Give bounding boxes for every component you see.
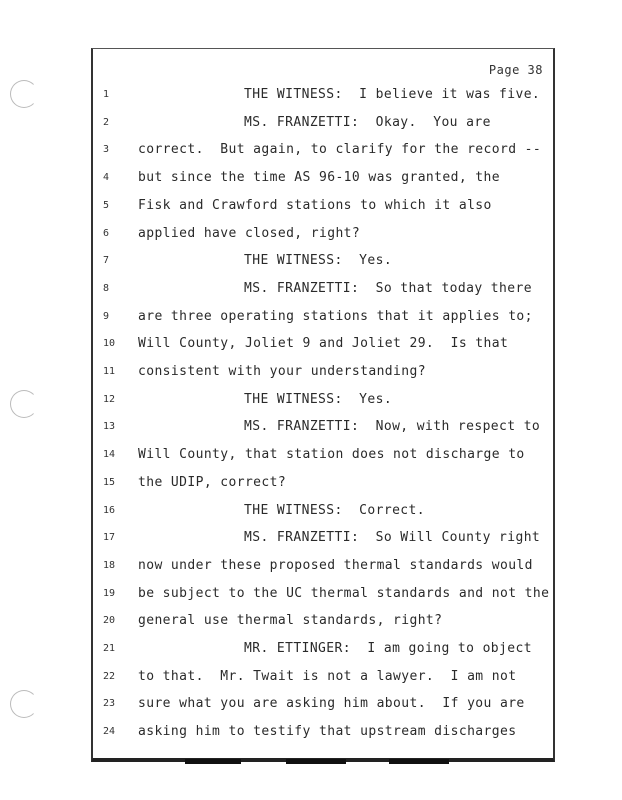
- line-number: 6: [103, 227, 110, 239]
- transcript-page: [91, 48, 555, 762]
- line-number: 2: [103, 116, 110, 128]
- line-number: 4: [103, 172, 110, 184]
- line-number: 5: [103, 199, 110, 211]
- line-text: be subject to the UC thermal standards and not the: [138, 585, 550, 601]
- line-number: 14: [103, 449, 116, 461]
- line-number: 19: [103, 587, 116, 599]
- line-number: 1: [103, 89, 110, 100]
- transcript-line: [93, 196, 553, 216]
- transcript-line: [93, 611, 553, 631]
- line-number: 18: [103, 559, 116, 571]
- transcript-line: [93, 417, 553, 437]
- transcript-line: [93, 85, 553, 105]
- transcript-line: [93, 168, 553, 188]
- transcript-line: [93, 584, 553, 604]
- line-number: 20: [103, 615, 116, 627]
- bottom-tab-3: [389, 759, 449, 764]
- line-number: 11: [103, 366, 116, 377]
- transcript-line: [93, 501, 553, 521]
- line-number: 21: [103, 643, 116, 654]
- line-text: general use thermal standards, right?: [138, 613, 443, 629]
- line-number: 15: [103, 476, 116, 488]
- transcript-line: [93, 362, 553, 382]
- line-text: MS. FRANZETTI: Okay. You are: [244, 114, 491, 130]
- line-text: MS. FRANZETTI: So that today there: [244, 280, 532, 296]
- transcript-line: [93, 667, 553, 687]
- transcript-line: [93, 639, 553, 659]
- line-number: 16: [103, 504, 116, 516]
- transcript-line: [93, 334, 553, 354]
- line-number: 13: [103, 421, 116, 433]
- line-text: applied have closed, right?: [138, 225, 361, 241]
- line-text: consistent with your understanding?: [138, 364, 426, 379]
- binder-hole-top: [10, 80, 38, 108]
- line-text: correct. But again, to clarify for the record --: [138, 142, 542, 158]
- binder-hole-bottom: [10, 690, 38, 718]
- transcript-line: [93, 694, 553, 714]
- page-number: Page 38: [488, 63, 543, 77]
- line-text: THE WITNESS: Yes.: [244, 253, 393, 269]
- line-number: 7: [103, 255, 110, 267]
- line-number: 22: [103, 670, 116, 682]
- line-text: THE WITNESS: I believe it was five.: [244, 87, 541, 102]
- transcript-line: [93, 113, 553, 133]
- line-text: MR. ETTINGER: I am going to object: [244, 641, 532, 656]
- line-text: Will County, Joliet 9 and Joliet 29. Is that: [138, 336, 509, 352]
- line-text: asking him to testify that upstream discharges: [138, 724, 517, 740]
- transcript-line: [93, 140, 553, 160]
- line-text: now under these proposed thermal standards would: [138, 557, 533, 573]
- transcript-line: [93, 251, 553, 271]
- line-number: 9: [103, 310, 110, 322]
- transcript-line: [93, 722, 553, 742]
- transcript-line: [93, 556, 553, 576]
- line-text: but since the time AS 96-10 was granted, the: [138, 170, 500, 186]
- transcript-line: [93, 473, 553, 493]
- transcript-line: [93, 224, 553, 244]
- line-text: are three operating stations that it applies to;: [138, 308, 533, 324]
- line-number: 24: [103, 726, 116, 738]
- line-text: THE WITNESS: Yes.: [244, 391, 393, 407]
- transcript-line: [93, 307, 553, 327]
- line-text: to that. Mr. Twait is not a lawyer. I am not: [138, 668, 517, 684]
- transcript-line: [93, 445, 553, 465]
- binder-hole-middle: [10, 390, 38, 418]
- line-text: sure what you are asking him about. If you are: [138, 696, 525, 712]
- line-number: 12: [103, 393, 116, 405]
- line-text: Will County, that station does not discharge to: [138, 447, 525, 463]
- transcript-line: [93, 528, 553, 548]
- transcript-line: [93, 390, 553, 410]
- line-number: 23: [103, 698, 116, 710]
- line-text: THE WITNESS: Correct.: [244, 502, 425, 518]
- transcript-line: [93, 279, 553, 299]
- bottom-tab-2: [286, 759, 346, 764]
- line-number: 8: [103, 282, 110, 294]
- line-number: 17: [103, 532, 116, 544]
- line-number: 10: [103, 338, 116, 350]
- bottom-tab-1: [185, 759, 241, 764]
- line-text: the UDIP, correct?: [138, 474, 287, 490]
- line-number: 3: [103, 144, 110, 156]
- line-text: MS. FRANZETTI: So Will County right: [244, 530, 541, 546]
- line-text: Fisk and Crawford stations to which it also: [138, 197, 492, 213]
- line-text: MS. FRANZETTI: Now, with respect to: [244, 419, 541, 435]
